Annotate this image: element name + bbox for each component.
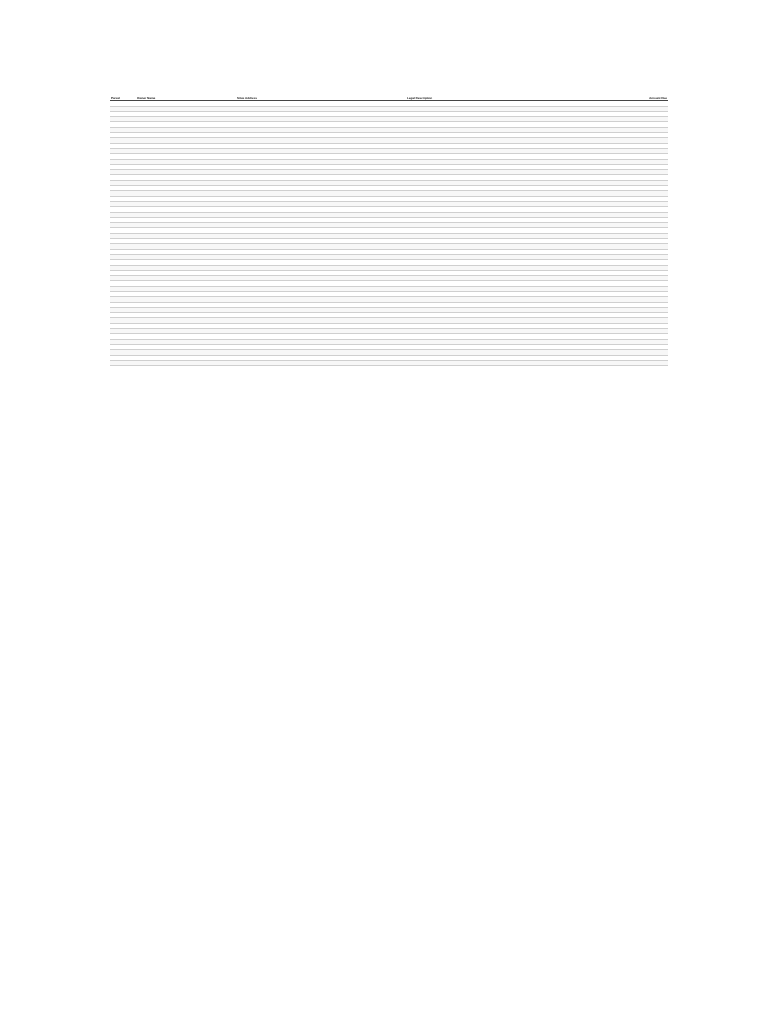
cell-parcel: [110, 360, 136, 365]
cell-amount-due: [598, 360, 668, 365]
column-header-amount-due: Amount Due: [598, 96, 668, 101]
listing-table: [110, 96, 668, 366]
cell-owner-name: [136, 360, 236, 365]
column-header-parcel: Parcel: [110, 96, 136, 101]
column-header-owner-name: Owner Name: [136, 96, 236, 101]
table-row: [110, 360, 668, 365]
column-header-situs-address: Situs Address: [236, 96, 406, 101]
table-body: [110, 101, 668, 366]
listing-sheet: [110, 96, 668, 366]
column-header-legal-description: Legal Description: [406, 96, 598, 101]
cell-situs-address: [236, 360, 406, 365]
cell-legal-description: [406, 360, 598, 365]
